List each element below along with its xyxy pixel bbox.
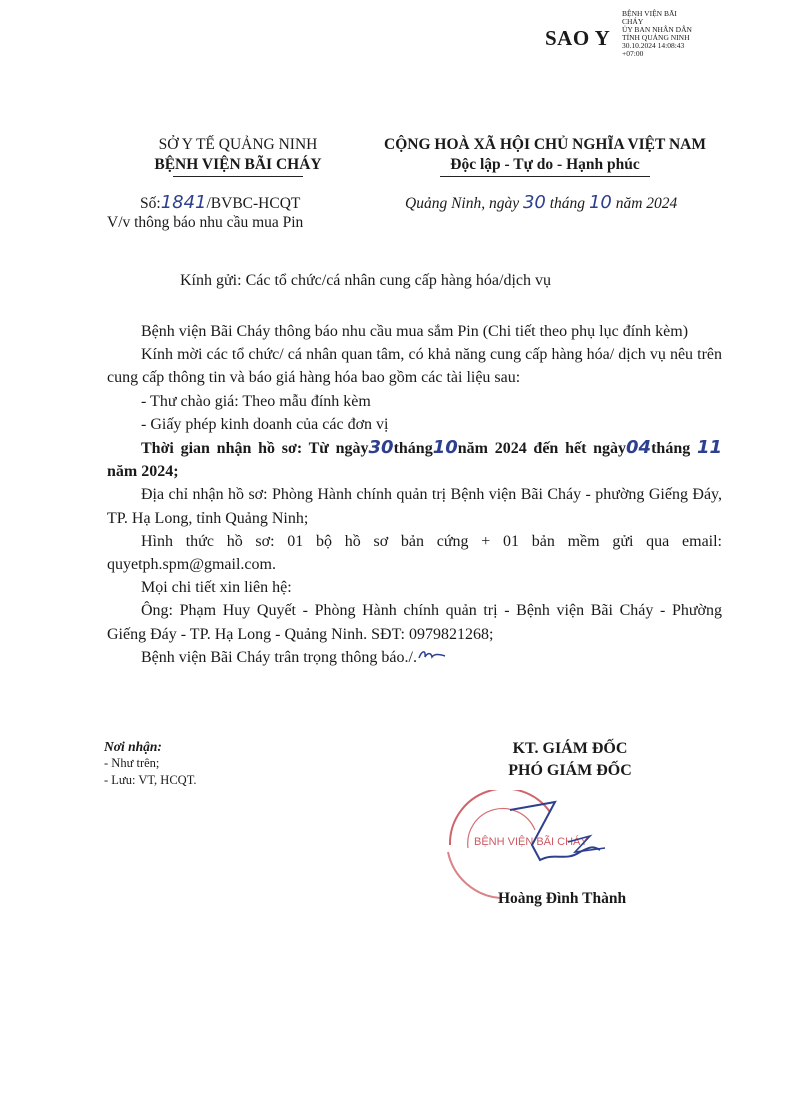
receiver-item: - Như trên; bbox=[104, 756, 160, 770]
sig-line: CHÁY bbox=[622, 17, 644, 26]
deadline-paragraph bbox=[107, 436, 722, 483]
sig-line: +07:00 bbox=[622, 49, 644, 58]
digital-signature-info bbox=[622, 10, 712, 58]
handwritten-month: 10 bbox=[588, 192, 612, 213]
copy-stamp-label: SAO Y bbox=[545, 26, 611, 50]
issuer-block bbox=[108, 135, 368, 177]
handwritten-month: 10 bbox=[432, 437, 458, 459]
deadline-text: năm 2024; bbox=[107, 463, 179, 481]
sig-line: 30.10.2024 14:08:43 bbox=[622, 41, 685, 50]
number-suffix: /BVBC-HCQT bbox=[206, 195, 301, 212]
year-text: năm 2024 bbox=[615, 195, 678, 212]
sig-line: TỈNH QUẢNG NINH bbox=[622, 33, 690, 42]
sig-line: ỦY BAN NHÂN DÂN bbox=[622, 25, 692, 34]
paragraph: Hình thức hồ sơ: 01 bộ hồ sơ bản cứng + 01 bản mềm gửi qua email: quyetph.spm@gmail.com. bbox=[107, 532, 722, 574]
number-prefix: Số: bbox=[140, 195, 161, 212]
deadline-text: năm 2024 đến hết ngày bbox=[457, 440, 627, 458]
divider bbox=[440, 176, 650, 177]
official-seal bbox=[440, 790, 640, 905]
closing-paragraph bbox=[107, 646, 722, 669]
handwritten-month: 11 bbox=[696, 437, 723, 459]
signer-role: KT. GIÁM ĐỐC bbox=[512, 740, 628, 757]
initials-mark bbox=[417, 648, 447, 662]
seal-and-signature bbox=[440, 790, 640, 900]
deadline-text: Thời gian nhận hồ sơ: Từ ngày bbox=[141, 440, 369, 458]
bullet-item: - Giấy phép kinh doanh của các đơn vị bbox=[141, 415, 389, 433]
document-number bbox=[140, 192, 300, 213]
signer-block bbox=[470, 738, 670, 782]
receivers-title: Nơi nhận: bbox=[104, 739, 162, 754]
sig-line: BỆNH VIỆN BÃI bbox=[622, 9, 677, 18]
signer-title: PHÓ GIÁM ĐỐC bbox=[508, 762, 632, 779]
department-name: SỞ Y TẾ QUẢNG NINH bbox=[158, 136, 318, 153]
deadline-text: tháng bbox=[393, 440, 433, 458]
handwritten-day: 30 bbox=[522, 192, 546, 213]
recipient-line: Kính gửi: Các tổ chức/cá nhân cung cấp hàng hóa/dịch vụ bbox=[180, 272, 552, 289]
paragraph: Bệnh viện Bãi Cháy thông báo nhu cầu mua sắm Pin (Chi tiết theo phụ lục đính kèm) bbox=[141, 323, 689, 340]
place-prefix: Quảng Ninh, ngày bbox=[405, 195, 520, 212]
closing-text: Bệnh viện Bãi Cháy trân trọng thông báo./. bbox=[141, 648, 417, 666]
signer-name: Hoàng Đình Thành bbox=[498, 890, 627, 907]
handwritten-number: 1841 bbox=[160, 192, 207, 213]
divider bbox=[173, 176, 303, 177]
handwritten-day: 04 bbox=[626, 437, 652, 459]
paragraph: Kính mời các tổ chức/ cá nhân quan tâm, có khả năng cung cấp hàng hóa/ dịch vụ nêu trên cung cấp thông tin và báo giá hàng hóa bao gồm các tài liệu sau: bbox=[107, 346, 722, 387]
motto: Độc lập - Tự do - Hạnh phúc bbox=[450, 156, 640, 173]
handwritten-day: 30 bbox=[368, 437, 394, 459]
seal-text: BỆNH VIỆN BÃI CHÁY bbox=[474, 836, 588, 848]
bullet-item: - Thư chào giá: Theo mẫu đính kèm bbox=[141, 392, 371, 410]
hospital-name: BỆNH VIỆN BÃI CHÁY bbox=[154, 156, 322, 173]
month-label: tháng bbox=[549, 195, 586, 212]
deadline-text: tháng bbox=[651, 440, 691, 458]
document-body bbox=[107, 320, 722, 669]
paragraph: Địa chỉ nhận hồ sơ: Phòng Hành chính quản trị Bệnh viện Bãi Cháy - phường Giếng Đáy, TP. Hạ Long, tỉnh Quảng Ninh; bbox=[107, 486, 722, 527]
receivers-block bbox=[104, 738, 197, 789]
paragraph: Ông: Phạm Huy Quyết - Phòng Hành chính quản trị - Bệnh viện Bãi Cháy - Phường Giếng Đáy - TP. Hạ Long - Quảng Ninh. SĐT: 0979821268; bbox=[107, 602, 722, 643]
receiver-item: - Lưu: VT, HCQT. bbox=[104, 773, 197, 787]
paragraph: Mọi chi tiết xin liên hệ: bbox=[141, 579, 292, 597]
subject-line: V/v thông báo nhu cầu mua Pin bbox=[107, 214, 304, 231]
place-date bbox=[405, 192, 677, 213]
country-name: CỘNG HOÀ XÃ HỘI CHỦ NGHĨA VIỆT NAM bbox=[384, 136, 706, 153]
national-heading bbox=[360, 135, 730, 177]
